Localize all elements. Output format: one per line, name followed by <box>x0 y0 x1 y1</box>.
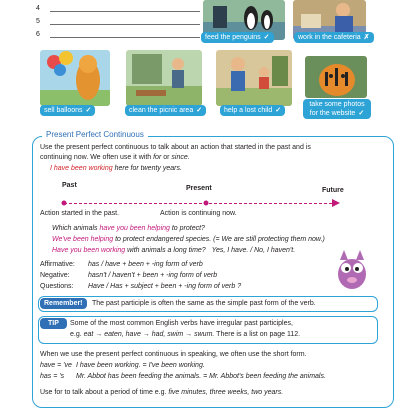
tip-line-1: Some of the most common English verbs have irregular past participles, <box>70 320 293 327</box>
exercise-line-6[interactable] <box>36 30 200 38</box>
lost-child-picture <box>216 50 292 106</box>
short-form-have: have = 've I have been working. = I've been working. <box>40 362 205 369</box>
picnic-picture <box>126 50 202 106</box>
exercise-line-4[interactable] <box>36 4 200 12</box>
timeline-started: Action started in the past. <box>40 210 119 217</box>
answer-line[interactable] <box>50 17 200 25</box>
intro-line-2: continuing now. We often use it with for or since. <box>40 154 190 161</box>
line-number: 4 <box>36 5 40 12</box>
answer-line[interactable] <box>50 30 200 38</box>
exercise-line-5[interactable] <box>36 17 200 25</box>
timeline-present: Present <box>186 185 212 192</box>
timeline-future: Future <box>322 187 344 194</box>
short-form-has: has = 's Mr. Abbot has been feeding the animals. = Mr. Abbot's been feeding the animals. <box>40 373 326 380</box>
caption-work-cafeteria: work in the cafeteria ✗ <box>294 32 374 43</box>
caption-lost-child: help a lost child ✓ <box>220 105 285 116</box>
line-number: 6 <box>36 31 40 38</box>
timeline-continuing: Action is continuing now. <box>160 210 237 217</box>
caption-feed-penguins: feed the penguins ✓ <box>201 32 274 43</box>
line-number: 5 <box>36 18 40 25</box>
grammar-title: Present Perfect Continuous <box>42 130 148 139</box>
for-usage: Use for to talk about a period of time e.g. five minutes, three weeks, two years. <box>40 389 284 396</box>
example-q2: We've been helping to protect endangered species. (= We are still protecting them now.) <box>52 236 325 243</box>
mascot-illustration <box>330 248 374 292</box>
short-form-intro: When we use the present perfect continuous in speaking, we often use the short form. <box>40 351 307 358</box>
caption-take-photos: take some photos for the website ✓ <box>303 99 371 119</box>
timeline-arrow <box>60 198 350 208</box>
example-sentence: I have been working here for twenty years. <box>50 165 182 172</box>
example-q1: Which animals have you been helping to protect? <box>52 225 205 232</box>
form-questions: Questions: Have / Has + subject + been + -ing form of verb ? <box>40 283 242 290</box>
form-affirmative: Affirmative: has / have + been + -ing form of verb <box>40 261 203 268</box>
remember-text: The past participle is often the same as the simple past form of the verb. <box>92 300 316 307</box>
caption-sell-balloons: sell balloons ✓ <box>40 105 95 116</box>
example-q3: Have you been working with animals a long time? Yes, I have. / No, I haven't. <box>52 247 296 254</box>
balloons-picture <box>40 50 110 106</box>
form-negative: Negative: hasn't / haven't + been + -ing form of verb <box>40 272 218 279</box>
tip-label: TIP <box>40 318 67 329</box>
answer-line[interactable] <box>50 4 200 12</box>
tiger-picture <box>305 56 367 98</box>
timeline-past: Past <box>62 182 77 189</box>
intro-line-1: Use the present perfect continuous to talk about an action that started in the past and is <box>40 144 311 151</box>
remember-label: Remember! <box>40 298 87 309</box>
tip-line-2: e.g. eat → eaten, have → had, swim → swum. There is a list on page 112. <box>70 331 301 338</box>
caption-clean-picnic: clean the picnic area ✓ <box>125 105 206 116</box>
